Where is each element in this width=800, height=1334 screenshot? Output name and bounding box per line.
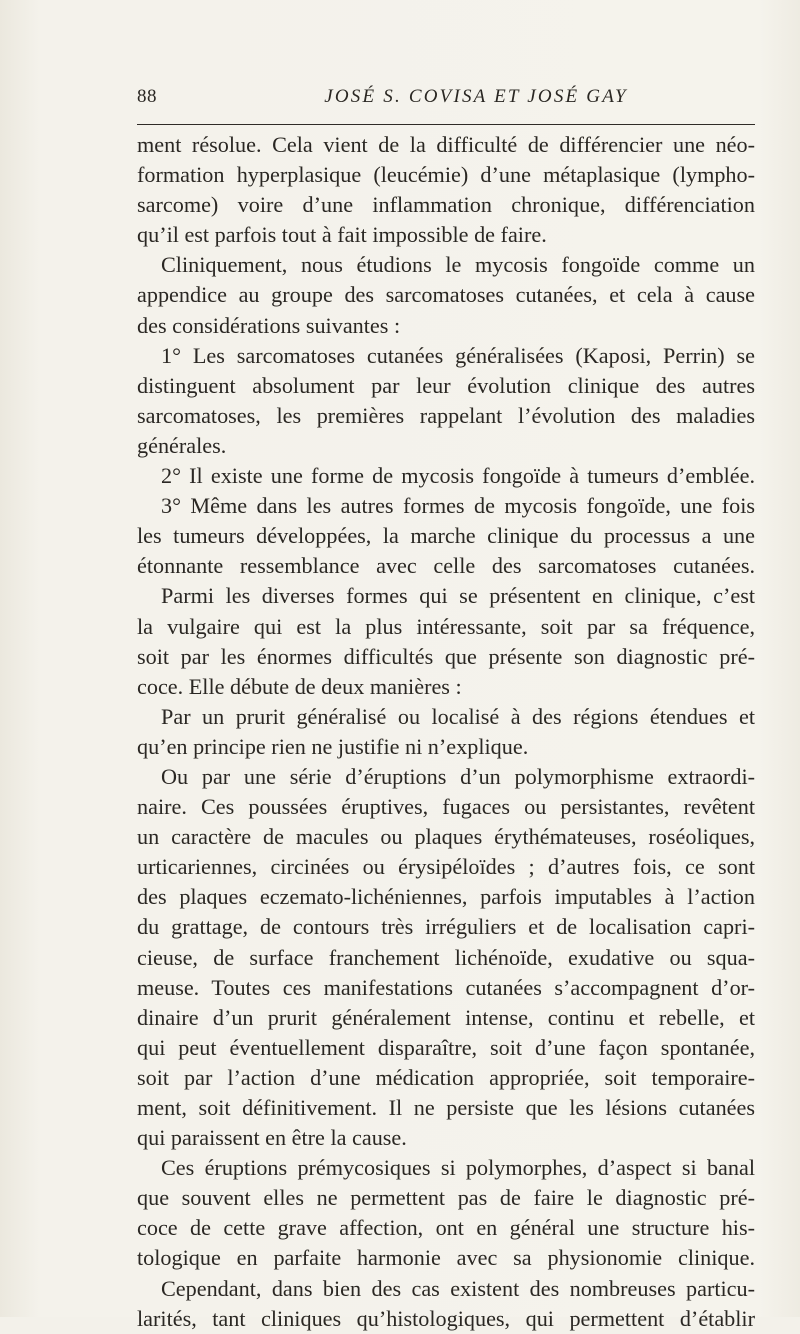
running-head: [137, 86, 755, 112]
body-text: [137, 130, 755, 1334]
page-number: 88: [137, 86, 157, 107]
text-line: Ces éruptions prémycosiques si polymorphes, d’aspect si banal: [161, 1155, 755, 1181]
text-line: larités, tant cliniques qu’histologiques, qui permettent d’établir: [137, 1305, 755, 1331]
text-line: qui peut éventuellement disparaître, soit d’une façon spontanée,: [137, 1034, 755, 1060]
text-line: Parmi les diverses formes qui se présentent en clinique, c’est: [161, 583, 755, 609]
text-line: appendice au groupe des sarcomatoses cutanées, et cela à cause: [137, 282, 755, 308]
text-line: Ou par une série d’éruptions d’un polymorphisme extraordi-: [161, 763, 755, 789]
text-line: soit par l’action d’une médication appropriée, soit temporaire-: [137, 1064, 755, 1090]
text-line: la vulgaire qui est la plus intéressante, soit par sa fréquence,: [137, 613, 755, 639]
text-line: qu’en principe rien ne justifie ni n’explique.: [137, 733, 529, 759]
text-line: du grattage, de contours très irréguliers et de localisation capri-: [137, 914, 755, 940]
text-line: naire. Ces poussées éruptives, fugaces ou persistantes, revêtent: [137, 794, 755, 820]
text-line: Cependant, dans bien des cas existent des nombreuses particu-: [161, 1275, 755, 1301]
text-line: formation hyperplasique (leucémie) d’une métaplasique (lympho-: [137, 162, 755, 188]
text-line: meuse. Toutes ces manifestations cutanées s’accompagnent d’or-: [137, 974, 755, 1000]
text-line: ment résolue. Cela vient de la difficulté de différencier une néo-: [137, 132, 755, 157]
text-line: 2° Il existe une forme de mycosis fongoïde à tumeurs d’emblée.: [161, 463, 755, 489]
running-title: JOSÉ S. COVISA ET JOSÉ GAY: [324, 86, 628, 107]
text-line: Par un prurit généralisé ou localisé à des régions étendues et: [161, 703, 755, 729]
text-line: 1° Les sarcomatoses cutanées généralisées (Kaposi, Perrin) se: [161, 342, 755, 368]
text-line: ment, soit définitivement. Il ne persiste que les lésions cutanées: [137, 1095, 755, 1120]
text-line: des considérations suivantes :: [137, 312, 401, 338]
text-line: urticariennes, circinées ou érysipéloïdes ; d’autres fois, ce sont: [137, 854, 755, 880]
text-line: sarcome) voire d’une inflammation chronique, différenciation: [137, 192, 755, 218]
text-line: tologique en parfaite harmonie avec sa physionomie clinique.: [137, 1245, 755, 1271]
text-line: 3° Même dans les autres formes de mycosis fongoïde, une fois: [161, 493, 755, 519]
text-line: coce de cette grave affection, ont en général une structure his-: [137, 1215, 755, 1241]
text-line: qu’il est parfois tout à fait impossible de faire.: [137, 222, 547, 248]
text-line: coce. Elle débute de deux manières :: [137, 673, 462, 699]
text-line: que souvent elles ne permettent pas de faire le diagnostic pré-: [137, 1185, 755, 1211]
text-line: un caractère de macules ou plaques érythémateuses, roséoliques,: [137, 824, 755, 850]
text-line: soit par les énormes difficultés que présente son diagnostic pré-: [137, 643, 755, 669]
text-line: sarcomatoses, les premières rappelant l’évolution des maladies: [137, 402, 755, 428]
text-line: les tumeurs développées, la marche clinique du processus a une: [137, 523, 755, 549]
text-line: dinaire d’un prurit généralement intense, continu et rebelle, et: [137, 1004, 755, 1030]
text-line: qui paraissent en être la cause.: [137, 1125, 407, 1151]
text-line: cieuse, de surface franchement lichénoïde, exudative ou squa-: [137, 944, 755, 970]
header-rule: [137, 124, 755, 125]
text-line: générales.: [137, 432, 227, 458]
text-line: Cliniquement, nous étudions le mycosis fongoïde comme un: [161, 252, 755, 278]
text-line: distinguent absolument par leur évolution clinique des autres: [137, 372, 755, 398]
text-line: étonnante ressemblance avec celle des sarcomatoses cutanées.: [137, 553, 755, 579]
text-line: des plaques eczemato-lichéniennes, parfois imputables à l’action: [137, 884, 755, 910]
